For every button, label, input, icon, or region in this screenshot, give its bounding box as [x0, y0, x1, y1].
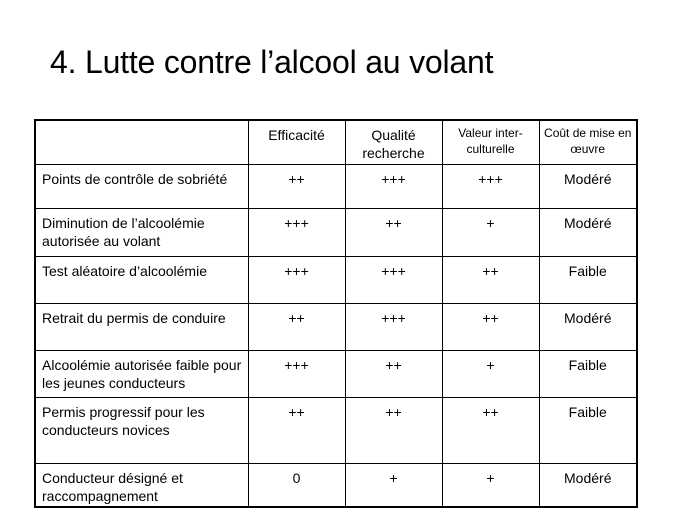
table-row: [35, 463, 637, 507]
cell-qualite: +++: [345, 303, 442, 350]
cell-cout: Modéré: [539, 164, 637, 208]
table-row: [35, 397, 637, 463]
cell-cout: Faible: [539, 397, 637, 463]
table-row: [35, 303, 637, 350]
row-label: Retrait du permis de conduire: [35, 303, 248, 350]
header-valeur: Valeur inter-culturelle: [442, 120, 539, 164]
header-empty: [35, 120, 248, 164]
table-row: [35, 164, 637, 208]
cell-qualite: ++: [345, 397, 442, 463]
cell-qualite: +++: [345, 256, 442, 303]
cell-cout: Faible: [539, 350, 637, 397]
cell-valeur: ++: [442, 397, 539, 463]
cell-qualite: ++: [345, 350, 442, 397]
countermeasures-table: [34, 119, 638, 508]
slide-title: 4. Lutte contre l’alcool au volant: [50, 44, 494, 80]
cell-valeur: ++: [442, 303, 539, 350]
table-row: [35, 350, 637, 397]
cell-valeur: +: [442, 463, 539, 507]
header-qualite: Qualité recherche: [345, 120, 442, 164]
cell-cout: Faible: [539, 256, 637, 303]
cell-efficacite: +++: [248, 350, 345, 397]
cell-valeur: +: [442, 208, 539, 256]
row-label: Points de contrôle de sobriété: [35, 164, 248, 208]
cell-cout: Modéré: [539, 208, 637, 256]
cell-efficacite: 0: [248, 463, 345, 507]
cell-qualite: +++: [345, 164, 442, 208]
row-label: Test aléatoire d’alcoolémie: [35, 256, 248, 303]
row-label: Conducteur désigné et raccompagnement: [35, 463, 248, 507]
table-row: [35, 256, 637, 303]
cell-valeur: +: [442, 350, 539, 397]
cell-valeur: ++: [442, 256, 539, 303]
cell-efficacite: ++: [248, 397, 345, 463]
row-label: Permis progressif pour les conducteurs novices: [35, 397, 248, 463]
header-efficacite: Efficacité: [248, 120, 345, 164]
cell-cout: Modéré: [539, 303, 637, 350]
cell-efficacite: ++: [248, 303, 345, 350]
cell-valeur: +++: [442, 164, 539, 208]
row-label: Diminution de l’alcoolémie autorisée au volant: [35, 208, 248, 256]
cell-qualite: ++: [345, 208, 442, 256]
table-header-row: [35, 120, 637, 164]
cell-cout: Modéré: [539, 463, 637, 507]
cell-efficacite: +++: [248, 208, 345, 256]
cell-efficacite: +++: [248, 256, 345, 303]
table-row: [35, 208, 637, 256]
header-cout: Coût de mise en œuvre: [539, 120, 637, 164]
cell-qualite: +: [345, 463, 442, 507]
row-label: Alcoolémie autorisée faible pour les jeunes conducteurs: [35, 350, 248, 397]
cell-efficacite: ++: [248, 164, 345, 208]
